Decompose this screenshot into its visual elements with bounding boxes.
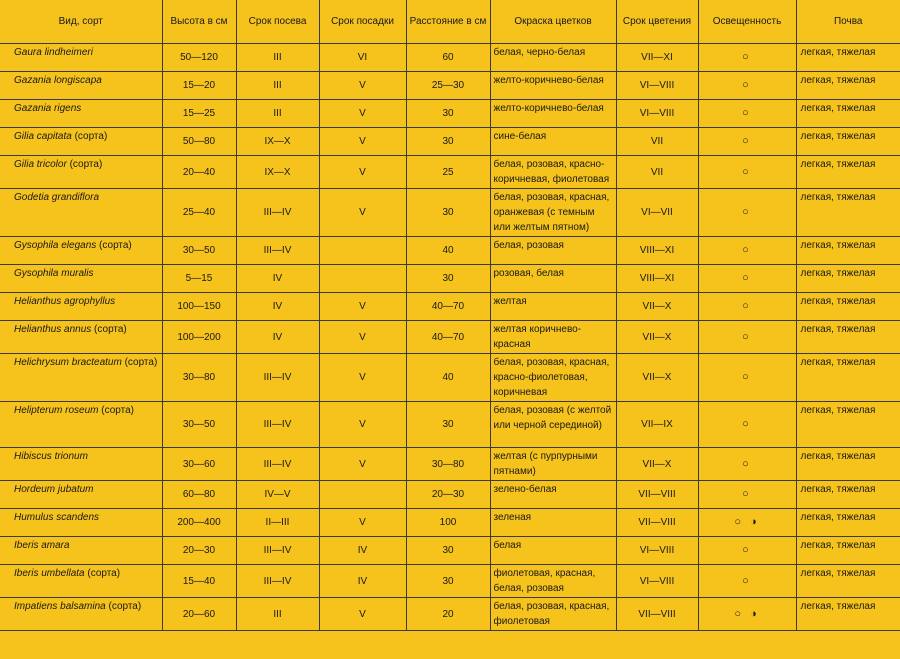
species-latin: Iberis umbellata: [14, 568, 85, 579]
height-cell: 50—80: [162, 128, 236, 156]
bloom-cell: VII—VIII: [616, 481, 698, 509]
table-row: [0, 293, 900, 321]
species-cell: [0, 44, 162, 72]
species-cell: [0, 72, 162, 100]
bloom-cell: VII—X: [616, 448, 698, 481]
bloom-cell: VII—IX: [616, 402, 698, 448]
planting-cell: V: [319, 598, 406, 631]
sowing-cell: III: [236, 100, 319, 128]
height-cell: 20—40: [162, 156, 236, 189]
species-latin: Helipterum roseum: [14, 405, 99, 416]
height-cell: 15—40: [162, 565, 236, 598]
bloom-cell: VI—VII: [616, 189, 698, 237]
species-note: (сорта): [71, 131, 108, 142]
species-cell: [0, 293, 162, 321]
species-cell: [0, 354, 162, 402]
distance-cell: 25: [406, 156, 490, 189]
light-cell: ○: [698, 156, 796, 189]
bloom-cell: VII: [616, 128, 698, 156]
soil-cell: легкая, тяжелая: [796, 448, 900, 481]
flower-color-cell: белая, розовая, красно-коричневая, фиолетовая: [490, 156, 616, 189]
light-cell: ○: [698, 354, 796, 402]
sowing-cell: III—IV: [236, 189, 319, 237]
species-note: (сорта): [105, 601, 142, 612]
height-cell: 30—60: [162, 448, 236, 481]
species-latin: Gilia capitata: [14, 131, 72, 142]
sowing-cell: IV: [236, 321, 319, 354]
soil-cell: легкая, тяжелая: [796, 156, 900, 189]
soil-cell: легкая, тяжелая: [796, 293, 900, 321]
planting-cell: V: [319, 402, 406, 448]
flower-color-cell: желтая: [490, 293, 616, 321]
header-planting: Срок посадки: [319, 0, 406, 44]
table-row: [0, 537, 900, 565]
flower-color-cell: белая, розовая, красная, фиолетовая: [490, 598, 616, 631]
distance-cell: 25—30: [406, 72, 490, 100]
planting-cell: V: [319, 128, 406, 156]
soil-cell: легкая, тяжелая: [796, 598, 900, 631]
sowing-cell: III—IV: [236, 402, 319, 448]
height-cell: 60—80: [162, 481, 236, 509]
planting-cell: V: [319, 448, 406, 481]
sowing-cell: III—IV: [236, 537, 319, 565]
distance-cell: 30: [406, 265, 490, 293]
light-cell: ○: [698, 565, 796, 598]
species-latin: Helianthus annus: [14, 324, 92, 335]
species-cell: [0, 321, 162, 354]
species-latin: Godetia grandiflora: [14, 192, 100, 203]
flower-color-cell: сине-белая: [490, 128, 616, 156]
flower-color-cell: зелено-белая: [490, 481, 616, 509]
distance-cell: 20—30: [406, 481, 490, 509]
flower-color-cell: белая: [490, 537, 616, 565]
table-row: [0, 509, 900, 537]
light-cell: ○: [698, 293, 796, 321]
bloom-cell: VIII—XI: [616, 237, 698, 265]
planting-cell: [319, 265, 406, 293]
species-note: (сорта): [91, 324, 127, 335]
planting-cell: V: [319, 156, 406, 189]
planting-cell: [319, 481, 406, 509]
light-cell: ○: [698, 72, 796, 100]
species-latin: Gilia tricolor: [14, 159, 67, 170]
light-cell: ○: [698, 448, 796, 481]
distance-cell: 40—70: [406, 321, 490, 354]
distance-cell: 30: [406, 565, 490, 598]
species-cell: [0, 100, 162, 128]
table-row: [0, 237, 900, 265]
header-distance: Расстояние в см: [406, 0, 490, 44]
flower-color-cell: фиолетовая, красная, белая, розовая: [490, 565, 616, 598]
planting-cell: IV: [319, 565, 406, 598]
species-latin: Hordeum jubatum: [14, 484, 94, 495]
header-species: Вид, сорт: [0, 0, 162, 44]
height-cell: 15—25: [162, 100, 236, 128]
soil-cell: легкая, тяжелая: [796, 321, 900, 354]
height-cell: 100—200: [162, 321, 236, 354]
header-bloom: Срок цветения: [616, 0, 698, 44]
height-cell: 50—120: [162, 44, 236, 72]
species-cell: [0, 402, 162, 448]
distance-cell: 20: [406, 598, 490, 631]
sowing-cell: III—IV: [236, 565, 319, 598]
light-cell: ○: [698, 44, 796, 72]
header-flower-color: Окраска цветков: [490, 0, 616, 44]
soil-cell: легкая, тяжелая: [796, 481, 900, 509]
soil-cell: легкая, тяжелая: [796, 537, 900, 565]
header-light: Освещенность: [698, 0, 796, 44]
sowing-cell: IX—X: [236, 156, 319, 189]
light-cell: ○: [698, 100, 796, 128]
table-row: [0, 44, 900, 72]
soil-cell: легкая, тяжелая: [796, 237, 900, 265]
flower-color-cell: белая, черно-белая: [490, 44, 616, 72]
species-latin: Gazania longiscapa: [14, 75, 102, 86]
light-cell: ○ ◑: [698, 598, 796, 631]
distance-cell: 30: [406, 537, 490, 565]
bloom-cell: VIII—XI: [616, 265, 698, 293]
sowing-cell: IX—X: [236, 128, 319, 156]
table-row: [0, 100, 900, 128]
table-row: [0, 598, 900, 631]
species-cell: [0, 481, 162, 509]
height-cell: 30—80: [162, 354, 236, 402]
light-cell: ○: [698, 402, 796, 448]
sowing-cell: IV: [236, 265, 319, 293]
species-latin: Impatiens balsamina: [14, 601, 106, 612]
distance-cell: 30—80: [406, 448, 490, 481]
flower-color-cell: желто-коричнево-белая: [490, 100, 616, 128]
flower-color-cell: белая, розовая, красная, оранжевая (с темным или желтым пятном): [490, 189, 616, 237]
soil-cell: легкая, тяжелая: [796, 509, 900, 537]
planting-cell: V: [319, 293, 406, 321]
soil-cell: легкая, тяжелая: [796, 72, 900, 100]
header-row: [0, 0, 900, 44]
sowing-cell: III: [236, 598, 319, 631]
soil-cell: легкая, тяжелая: [796, 44, 900, 72]
header-height: Высота в см: [162, 0, 236, 44]
flower-color-cell: желтая (с пурпурными пятнами): [490, 448, 616, 481]
planting-cell: [319, 237, 406, 265]
flower-color-cell: белая, розовая, красная, красно-фиолетовая, коричневая: [490, 354, 616, 402]
table-row: [0, 156, 900, 189]
light-cell: ○: [698, 237, 796, 265]
soil-cell: легкая, тяжелая: [796, 565, 900, 598]
species-latin: Helianthus agrophyllus: [14, 296, 116, 307]
species-note: (сорта): [98, 405, 134, 416]
flower-color-cell: желтая коричнево-красная: [490, 321, 616, 354]
sowing-cell: IV—V: [236, 481, 319, 509]
planting-cell: V: [319, 509, 406, 537]
bloom-cell: VII: [616, 156, 698, 189]
sowing-cell: III: [236, 72, 319, 100]
bloom-cell: VI—VIII: [616, 565, 698, 598]
bloom-cell: VI—VIII: [616, 100, 698, 128]
light-cell: ○: [698, 265, 796, 293]
height-cell: 30—50: [162, 402, 236, 448]
header-sowing: Срок посева: [236, 0, 319, 44]
bloom-cell: VI—VIII: [616, 72, 698, 100]
species-cell: [0, 128, 162, 156]
flower-color-cell: зеленая: [490, 509, 616, 537]
distance-cell: 60: [406, 44, 490, 72]
soil-cell: легкая, тяжелая: [796, 128, 900, 156]
planting-cell: V: [319, 321, 406, 354]
height-cell: 20—30: [162, 537, 236, 565]
height-cell: 20—60: [162, 598, 236, 631]
planting-cell: IV: [319, 537, 406, 565]
species-latin: Iberis amara: [14, 540, 70, 551]
flower-color-cell: розовая, белая: [490, 265, 616, 293]
distance-cell: 100: [406, 509, 490, 537]
species-note: (сорта): [121, 357, 158, 368]
species-cell: [0, 565, 162, 598]
soil-cell: легкая, тяжелая: [796, 100, 900, 128]
sowing-cell: III—IV: [236, 354, 319, 402]
height-cell: 25—40: [162, 189, 236, 237]
table-row: [0, 128, 900, 156]
species-latin: Hibiscus trionum: [14, 451, 88, 462]
distance-cell: 30: [406, 100, 490, 128]
table-row: [0, 72, 900, 100]
planting-cell: V: [319, 72, 406, 100]
species-latin: Humulus scandens: [14, 512, 100, 523]
species-note: (сорта): [96, 240, 132, 251]
table-row: [0, 189, 900, 237]
species-cell: [0, 448, 162, 481]
bloom-cell: VII—VIII: [616, 598, 698, 631]
species-cell: [0, 265, 162, 293]
flower-color-cell: белая, розовая: [490, 237, 616, 265]
species-cell: [0, 189, 162, 237]
distance-cell: 40—70: [406, 293, 490, 321]
species-note: (сорта): [66, 159, 103, 170]
species-latin: Gysophila elegans: [14, 240, 97, 251]
bloom-cell: VII—X: [616, 321, 698, 354]
height-cell: 30—50: [162, 237, 236, 265]
table-row: [0, 265, 900, 293]
species-cell: [0, 509, 162, 537]
species-latin: Gysophila muralis: [14, 268, 94, 279]
height-cell: 5—15: [162, 265, 236, 293]
bloom-cell: VII—XI: [616, 44, 698, 72]
sowing-cell: III—IV: [236, 237, 319, 265]
planting-cell: V: [319, 100, 406, 128]
height-cell: 15—20: [162, 72, 236, 100]
flower-color-cell: желто-коричнево-белая: [490, 72, 616, 100]
light-cell: ○ ◑: [698, 509, 796, 537]
species-latin: Gaura lindheimeri: [14, 47, 93, 58]
light-cell: ○: [698, 321, 796, 354]
soil-cell: легкая, тяжелая: [796, 354, 900, 402]
sowing-cell: III: [236, 44, 319, 72]
soil-cell: легкая, тяжелая: [796, 402, 900, 448]
species-latin: Helichrysum bracteatum: [14, 357, 122, 368]
table-row: [0, 321, 900, 354]
header-soil: Почва: [796, 0, 900, 44]
light-cell: ○: [698, 128, 796, 156]
planting-cell: VI: [319, 44, 406, 72]
sowing-cell: IV: [236, 293, 319, 321]
light-cell: ○: [698, 189, 796, 237]
distance-cell: 40: [406, 354, 490, 402]
distance-cell: 30: [406, 402, 490, 448]
bloom-cell: VII—X: [616, 293, 698, 321]
distance-cell: 30: [406, 189, 490, 237]
light-cell: ○: [698, 537, 796, 565]
species-latin: Gazania rigens: [14, 103, 82, 114]
bloom-cell: VII—X: [616, 354, 698, 402]
soil-cell: легкая, тяжелая: [796, 189, 900, 237]
soil-cell: легкая, тяжелая: [796, 265, 900, 293]
light-cell: ○: [698, 481, 796, 509]
height-cell: 200—400: [162, 509, 236, 537]
table-row: [0, 448, 900, 481]
distance-cell: 30: [406, 128, 490, 156]
sowing-cell: III—IV: [236, 448, 319, 481]
species-note: (сорта): [84, 568, 121, 579]
table-row: [0, 402, 900, 448]
species-cell: [0, 237, 162, 265]
height-cell: 100—150: [162, 293, 236, 321]
table-row: [0, 354, 900, 402]
planting-cell: V: [319, 189, 406, 237]
bloom-cell: VI—VIII: [616, 537, 698, 565]
table-row: [0, 481, 900, 509]
species-cell: [0, 598, 162, 631]
species-cell: [0, 156, 162, 189]
distance-cell: 40: [406, 237, 490, 265]
sowing-cell: II—III: [236, 509, 319, 537]
flower-color-cell: белая, розовая (с желтой или черной серединой): [490, 402, 616, 448]
bloom-cell: VII—VIII: [616, 509, 698, 537]
table-row: [0, 565, 900, 598]
species-cell: [0, 537, 162, 565]
planting-cell: V: [319, 354, 406, 402]
